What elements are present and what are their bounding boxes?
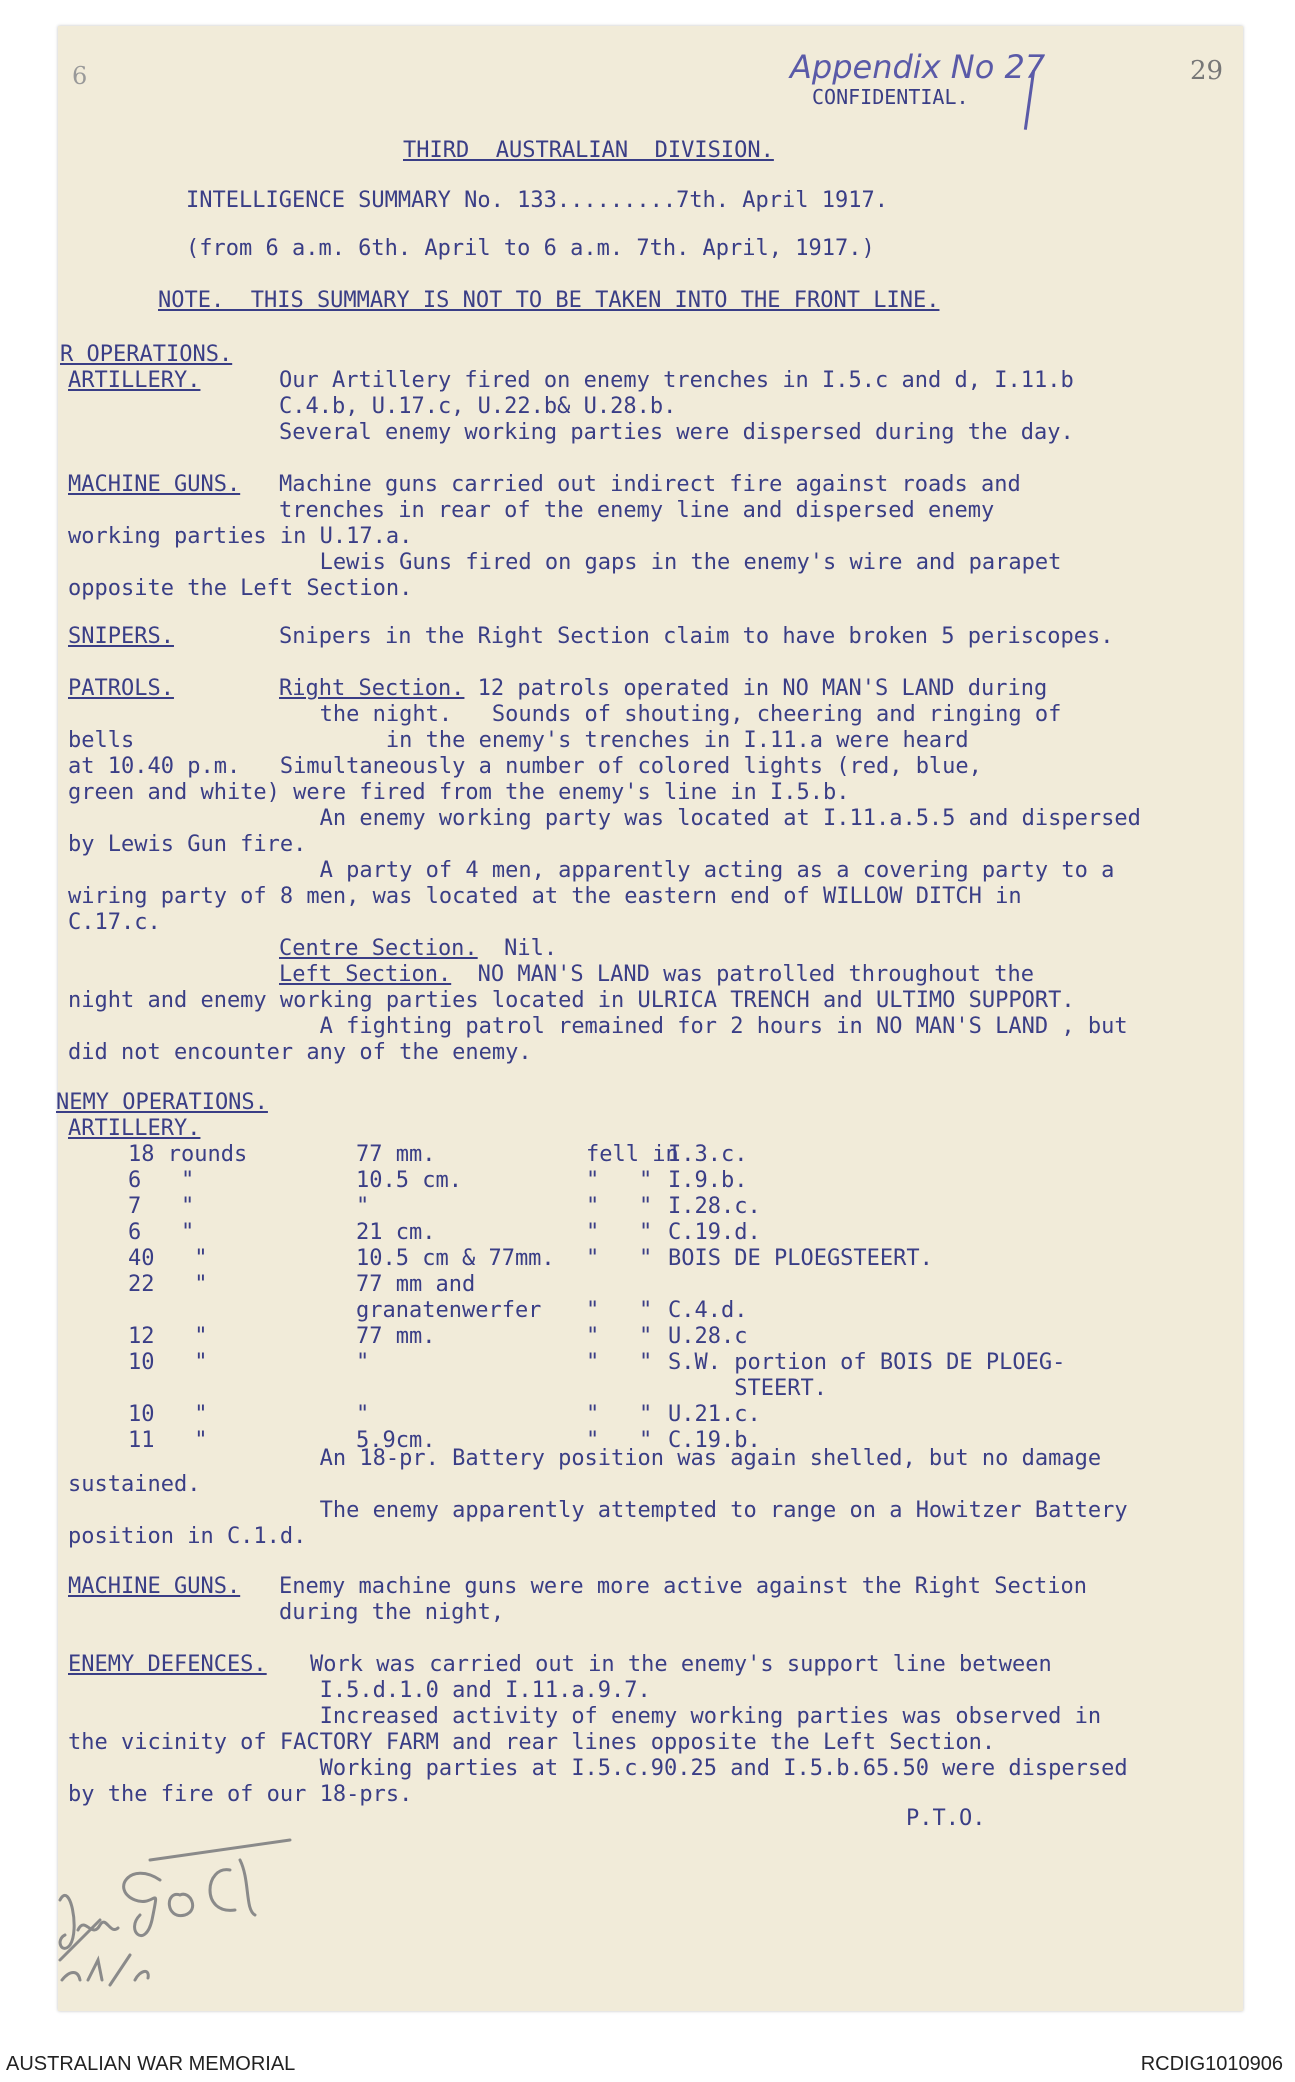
shelling-calibre: 21 cm.	[356, 1220, 436, 1245]
shelling-rounds: 12 "	[128, 1324, 208, 1349]
shelling-location: C.19.b.	[668, 1428, 761, 1453]
footer-left: AUSTRALIAN WAR MEMORIAL	[6, 2053, 296, 2075]
shelling-rounds: 18 rounds	[128, 1142, 248, 1167]
shelling-rounds: 11 "	[128, 1428, 208, 1453]
shelling-calibre: 5.9cm.	[356, 1428, 436, 1453]
shelling-location: I.9.b.	[668, 1168, 748, 1193]
shelling-fell: " "	[586, 1220, 653, 1245]
shelling-fell: " "	[586, 1168, 653, 1193]
enemy-operations-heading: NEMY OPERATIONS.	[56, 1090, 268, 1115]
right-section-text: 12 patrols operated in NO MAN'S LAND during	[464, 676, 1048, 701]
shelling-calibre: "	[356, 1402, 370, 1427]
snipers-text: Snipers in the Right Section claim to have broken 5 periscopes.	[279, 624, 1114, 649]
shelling-fell: " "	[586, 1402, 653, 1427]
shelling-rounds: 10 "	[128, 1350, 208, 1375]
shelling-location: BOIS DE PLOEGSTEERT.	[668, 1246, 933, 1271]
machine-guns-text-cont: working parties in U.17.a. Lewis Guns fired on gaps in the enemy's wire and parapet opposite the Left Section.	[68, 524, 1062, 601]
division-heading: THIRD AUSTRALIAN DIVISION.	[403, 138, 774, 163]
shelling-location: C.4.d.	[668, 1298, 748, 1323]
left-section-body: night and enemy working parties located in ULRICA TRENCH and ULTIMO SUPPORT. A fighting patrol remained for 2 hours in NO MAN'S LAND , but did not encounter any of the enemy.	[68, 988, 1128, 1065]
machine-guns-label: MACHINE GUNS.	[68, 472, 241, 497]
shelling-location: U.28.c	[668, 1324, 748, 1349]
enemy-defences-label: ENEMY DEFENCES.	[68, 1652, 267, 1677]
left-section-label: Left Section.	[279, 962, 452, 987]
artillery-label: ARTILLERY.	[68, 368, 201, 393]
right-section-label: Right Section.	[279, 676, 465, 701]
corner-mark: 6	[72, 62, 88, 90]
enemy-mg-label: MACHINE GUNS.	[68, 1574, 241, 1599]
shelling-location: C.19.d.	[668, 1220, 761, 1245]
confidential-stamp: CONFIDENTIAL.	[812, 85, 969, 109]
shelling-rounds: 7 "	[128, 1194, 195, 1219]
summary-title: INTELLIGENCE SUMMARY No. 133.........7th. April 1917.	[186, 188, 888, 213]
shelling-rounds: 10 "	[128, 1402, 208, 1427]
shelling-fell: " "	[586, 1324, 653, 1349]
shelling-fell: fell in	[586, 1142, 679, 1167]
left-section-line	[279, 962, 1034, 988]
our-operations-heading: R OPERATIONS.	[60, 342, 233, 367]
shelling-fell: " "	[586, 1350, 653, 1375]
handwritten-appendix: Appendix No 27	[790, 48, 1046, 86]
left-section-text: NO MAN'S LAND was patrolled throughout the	[451, 962, 1034, 987]
footer-right: RCDIG1010906	[1140, 2053, 1283, 2075]
shelling-fell: " "	[586, 1194, 653, 1219]
shelling-location: I.3.c.	[668, 1142, 748, 1167]
shelling-calibre: 77 mm.	[356, 1142, 436, 1167]
shelling-rounds: 40 "	[128, 1246, 208, 1271]
shelling-rounds: 6 "	[128, 1220, 195, 1245]
centre-section-line	[279, 936, 557, 962]
patrols-label: PATROLS.	[68, 676, 174, 701]
shelling-calibre: 77 mm.	[356, 1324, 436, 1349]
enemy-artillery-label: ARTILLERY.	[68, 1116, 201, 1141]
pto: P.T.O.	[906, 1806, 986, 1831]
patrols-body: the night. Sounds of shouting, cheering and ringing of bells in the enemy's trenches in I.11.a were heard at 10.40 p.m. Simultaneously a number of colored lights (red, blue, green and white) were fired from the enemy's line in I.5.b. An enemy working party was located at I.11.a.5.5 and dispersed by Lewis Gun fire. A party of 4 men, apparently acting as a covering party to a wiring party of 8 men, was located at the eastern end of WILLOW DITCH in C.17.c.	[68, 702, 1141, 935]
shelling-calibre: 10.5 cm.	[356, 1168, 462, 1193]
period-line: (from 6 a.m. 6th. April to 6 a.m. 7th. April, 1917.)	[186, 236, 875, 261]
enemy-mg-text: Enemy machine guns were more active against the Right Section during the night,	[279, 1574, 1087, 1625]
snipers-label: SNIPERS.	[68, 624, 174, 649]
handwritten-signature	[40, 1820, 300, 1990]
enemy-artillery-notes: An 18-pr. Battery position was again shelled, but no damage sustained. The enemy apparently attempted to range on a Howitzer Battery position in C.1.d.	[68, 1446, 1128, 1549]
shelling-location: I.28.c.	[668, 1194, 761, 1219]
enemy-defences-body: I.5.d.1.0 and I.11.a.9.7. Increased activity of enemy working parties was observed in the vicinity of FACTORY FARM and rear lines opposite the Left Section. Working parties at I.5.c.90.25 and I.5.b.65.50 were dispersed by the fire of our 18-prs.	[68, 1678, 1128, 1807]
shelling-location: U.21.c.	[668, 1402, 761, 1427]
shelling-rounds: 6 "	[128, 1168, 195, 1193]
shelling-calibre: "	[356, 1350, 370, 1375]
shelling-calibre: "	[356, 1194, 370, 1219]
page-number: 29	[1190, 56, 1224, 86]
shelling-calibre: 10.5 cm & 77mm.	[356, 1246, 555, 1271]
shelling-rounds: 22 "	[128, 1272, 208, 1297]
enemy-defences-text: Work was carried out in the enemy's support line between	[310, 1652, 1052, 1677]
shelling-fell: " "	[586, 1428, 653, 1453]
shelling-fell: " "	[586, 1246, 653, 1271]
artillery-text: Our Artillery fired on enemy trenches in I.5.c and d, I.11.b C.4.b, U.17.c, U.22.b& U.28.b. Several enemy working parties were dispersed during the day.	[279, 368, 1074, 445]
centre-section-label: Centre Section.	[279, 936, 478, 961]
shelling-fell: " "	[586, 1298, 653, 1323]
centre-section-text: Nil.	[477, 936, 558, 961]
shelling-calibre: 77 mm and granatenwerfer	[356, 1272, 542, 1323]
right-section-line	[279, 676, 1047, 702]
machine-guns-text: Machine guns carried out indirect fire against roads and trenches in rear of the enemy line and dispersed enemy	[279, 472, 1021, 523]
shelling-location: S.W. portion of BOIS DE PLOEG- STEERT.	[668, 1350, 1066, 1401]
note-line: NOTE. THIS SUMMARY IS NOT TO BE TAKEN INTO THE FRONT LINE.	[158, 288, 940, 313]
